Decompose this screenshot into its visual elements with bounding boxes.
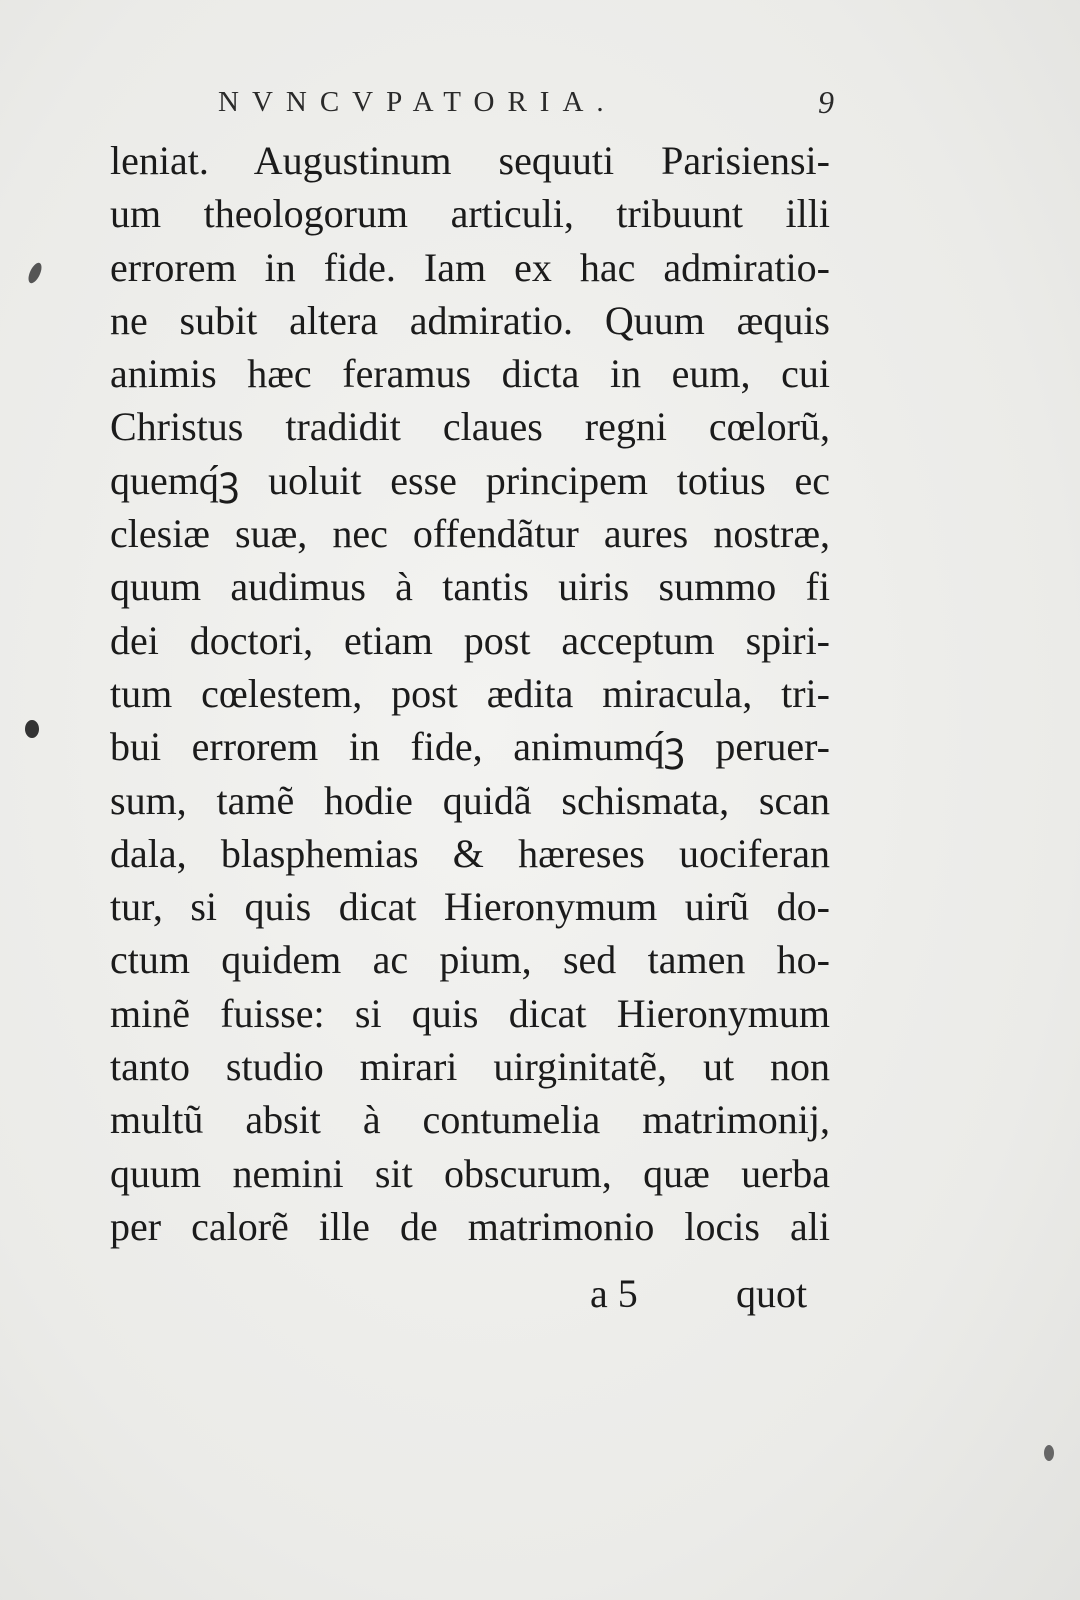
ink-spot [1044,1445,1054,1461]
page-header [218,86,838,126]
text-line: multũ absit à contumelia matrimonij, [110,1097,830,1143]
text-line: quum audimus à tantis uiris summo fi [110,564,830,610]
text-line: ctum quidem ac pium, sed tamen ho- [110,937,830,983]
text-line: tanto studio mirari uirginitatẽ, ut non [110,1044,830,1090]
text-line: ne subit altera admiratio. Quum æquis [110,297,830,343]
text-line: quum nemini sit obscurum, quæ uerba [110,1150,830,1196]
text-line: um theologorum articuli, tribuunt illi [110,191,830,237]
page-footer [590,1270,830,1320]
text-line: tum cœlestem, post ædita miracula, tri- [110,670,830,716]
page-number: 9 [818,84,834,120]
text-line: clesiæ suæ, nec offendãtur aures nostræ, [110,511,830,557]
running-head: NVNCVPATORIA. [218,86,617,118]
text-line: leniat. Augustinum sequuti Parisiensi- [110,138,830,183]
catchword: quot [736,1271,808,1316]
text-line: sum, tamẽ hodie quidã schismata, scan [110,777,830,823]
ink-spot [25,720,39,738]
text-line: Christus tradidit claues regni cœlorũ, [110,404,830,450]
text-line: dei doctori, etiam post acceptum spiri- [110,617,830,663]
signature-mark: a 5 [590,1271,638,1316]
text-line: bui errorem in fide, animumq́ꝫ peruer- [110,724,830,770]
text-line: minẽ fuisse: si quis dicat Hieronymum [110,990,830,1036]
text-line: quemq́ꝫ uoluit esse principem totius ec [110,457,830,503]
text-line: dala, blasphemias & hæreses uociferan [110,830,830,876]
text-line: tur, si quis dicat Hieronymum uirũ do- [110,884,830,930]
body-text [110,134,830,1253]
text-line: per calorẽ ille de matrimonio locis ali [110,1203,830,1249]
text-line: errorem in fide. Iam ex hac admiratio- [110,244,830,290]
text-line: animis hæc feramus dicta in eum, cui [110,351,830,397]
ink-spot [26,261,44,285]
